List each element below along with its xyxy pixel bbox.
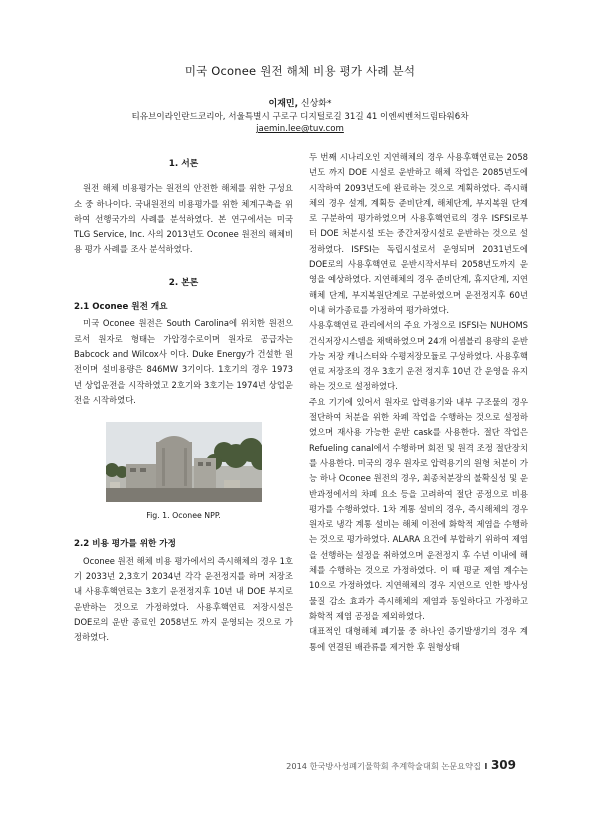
footer-separator: l: [484, 761, 488, 771]
affiliation: 티유브이라인란드코리아, 서울특별시 구로구 디지털로길 31길 41 이엔씨벤처드림타워6차: [131, 112, 469, 122]
section-heading-body: 2. 본론: [168, 277, 199, 288]
author-main: 이재민,: [268, 99, 299, 109]
right-column: [309, 150, 528, 655]
page-number: 309: [490, 758, 516, 772]
figure-caption: Fig. 1. Oconee NPP.: [146, 511, 221, 521]
paper-title: 미국 Oconee 원전 해체 비용 평가 사례 분석: [184, 64, 416, 78]
email-link[interactable]: jaemin.lee@tuv.com: [256, 124, 344, 134]
steam-generator-paragraph: 대표적인 대형해체 폐기물 중 하나인 증기발생기의 경우 계통에 연결된 배관류를 제거한 후 원형상태: [309, 626, 528, 652]
overview-paragraph: 미국 Oconee 원전은 South Carolina에 위치한 원전으로서 원자로 형태는 가압경수로이며 원자로 공급자는 Babcock and Wilcox사 이다. Duke Energy가 건설한 원전이며 설비용량은 846MW 3기이다. 1호기의 경우 1973년 상업운전을 시작하였고 2호기와 3호기는 1974년 상업운전을 시작하였다.: [74, 318, 293, 405]
authors: [0, 96, 600, 109]
nuclear-plant-photo: [106, 422, 262, 502]
left-column: [74, 150, 293, 646]
author-co: 신상화*: [298, 99, 332, 109]
scenario-paragraph: 두 번째 시나리오인 지연해체의 경우 사용후핵연료는 2058년도 까지 DOE 시설로 운반하고 해체 작업은 2085년도에 시작하여 2093년도에 완료하는 것으로 계획하였다. 즉시해체의 경우 설계, 계획등 준비단계, 해체단계, 부지복원 단계로 구분하여 평가하였으며 사용후핵연료의 경우 ISFSI로부터 DOE 처분시설 또는 중간저장시설로 운반하는 것으로 설정하였다. ISFSI는 독립시설로서 운영되며 2031년도에 DOE로의 사용후핵연료 운반시작서부터 2058년도까지 운영을 예상하였다. 지연해체의 경우 준비단계, 휴지단계, 지연해체 단계, 부지복원단계로 구분하였으며 운전정지후 60년 이내 허가종료를 가정하여 평가하였다.: [309, 152, 528, 315]
assumption-paragraph: Oconee 원전 해체 비용 평가에서의 즉시해체의 경우 1호기 2033년 2,3호기 2034년 각각 운전정지를 하며 저장조 내 사용후핵연료는 3호기 운전정지후 10년 내 DOE 부지로 운반하는 것으로 가정하였다. 사용후핵연료 저장시설은 DOE로의 운반 종료인 2058년도 까지 운영되는 것으로 가정하였다.: [74, 555, 293, 643]
section-heading-intro: 1. 서론: [168, 159, 199, 169]
subsection-heading-2-2: 2.2 비용 평가를 위한 가정: [74, 539, 176, 550]
major-equipment-paragraph: 주요 기기에 있어서 원자로 압력용기와 내부 구조물의 경우 절단하여 처분을 위한 차폐 작업을 수행하는 것으로 설정하였으며 재사용 가능한 운반 cask를 사용한다. 절단 작업은 Refueling canal에서 수행하며 회전 및 원격 조정 절단장치를 사용한다. 미국의 경우 원자로 압력용기의 원형 처분이 가능 하나 Oconee 원전의 경우, 최종처분장의 불확실성 및 운반과정에서의 차폐 요소 등을 고려하여 절단 공정으로 비용평가를 수행하였다. 1차 계통 설비의 경우, 즉시해체의 경우 원자로 냉각 계통 설비는 해체 이전에 화학적 제염을 수행하는 것으로 평가하였다. ALARA 요건에 부합하기 위하여 제염을 선행하는 설정을 취하였으며 운전정지 후 수년 이내에 해체를 수행하는 것으로 가정하였다. 이 때 평균 제염 계수는 10으로 가정하였다. 지연해체의 경우 지연으로 인한 방사성 물질 감소 효과가 즉시해체의 제염과 동일하다고 가정하고 화학적 제염 공정을 제외하였다.: [309, 396, 528, 621]
page-footer: [286, 758, 516, 772]
email: [0, 124, 600, 134]
subsection-heading-2-1: 2.1 Oconee 원전 개요: [74, 302, 168, 313]
figure-oconee-photo: [106, 422, 262, 502]
fuel-management-paragraph: 사용후핵연료 관리에서의 주요 가정으로 ISFSI는 NUHOMS 건식저장시스템을 채택하였으며 24개 어셈블리 용량의 운반가능 저장 캐니스터와 수평저장모듈로 구성하였다. 사용후핵연료 저장조의 경우 3호기 운전 정지후 10년 간 운영을 유지하는 것으로 설정하였다.: [309, 320, 528, 392]
intro-paragraph: 원전 해체 비용평가는 원전의 안전한 해체를 위한 구성요소 중 하나이다. 국내원전의 비용평가를 위한 체계구축을 위하여 선행국가의 사례를 분석하였다. 본 연구에서는 미국 TLG Service, Inc. 사의 2013년도 Oconee 원전의 해체비용 평가 사례를 조사 분석하였다.: [74, 183, 293, 255]
footer-text: 2014 한국방사성폐기물학회 추계학술대회 논문요약집: [286, 761, 481, 771]
